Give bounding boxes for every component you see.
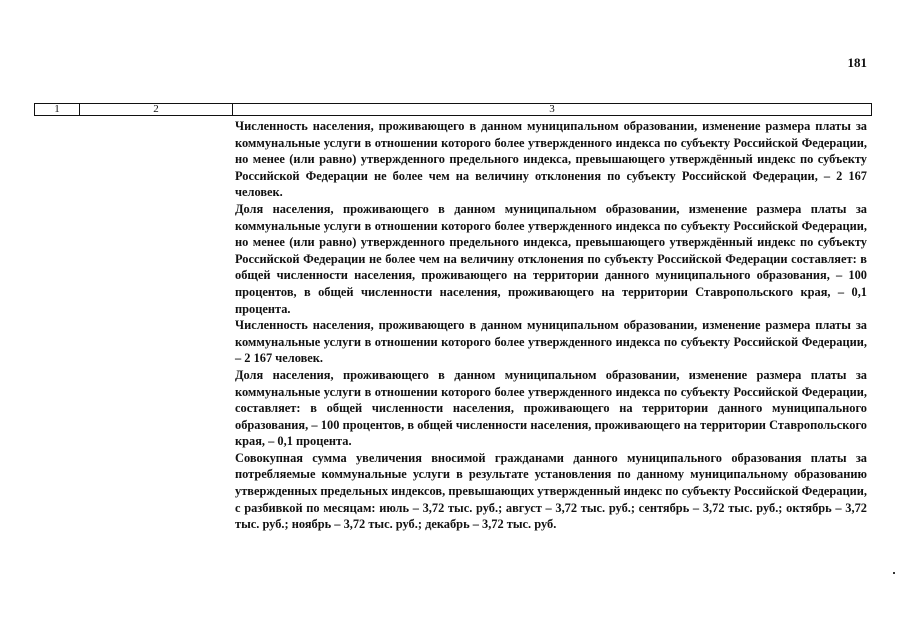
column-header-1: 1 [35, 104, 80, 116]
paragraph-population-share-2: Доля населения, проживающего в данном муниципальном образовании, изменение размера платы за коммунальные услуги в отношении которого более утвержденного индекса по субъекту Российской Федерации, составляет: в общей численности населения, проживающего на территории данного муниципального образования, – 100 процентов, в общей численности населения, проживающего на территории Ставропольского края, – 0,1 процента. [235, 367, 867, 449]
paragraph-total-increase: Совокупная сумма увеличения вносимой гражданами данного муниципального образования платы за потребляемые коммунальные услуги в результате установления по данному муниципальному образованию утвержденных предельных индексов, превышающих утвержденный индекс по субъекту Российской Федерации, с разбивкой по месяцам: июль – 3,72 тыс. руб.; август – 3,72 тыс. руб.; сентябрь – 3,72 тыс. руб.; октябрь – 3,72 тыс. руб.; ноябрь – 3,72 тыс. руб.; декабрь – 3,72 тыс. руб. [235, 450, 867, 532]
page-number: 181 [847, 55, 867, 70]
header-row [35, 104, 872, 116]
paragraph-population-count-1: Численность населения, проживающего в данном муниципальном образовании, изменение размера платы за коммунальные услуги в отношении которого более утвержденного индекса по субъекту Российской Федерации, но менее (или равно) утвержденного предельного индекса, превышающего утверждённый индекс по субъекту Российской Федерации не более чем на величину отклонения по субъекту Российской Федерации, – 2 167 человек. [235, 119, 867, 200]
column-number-header [34, 103, 872, 116]
paragraph-population-share-1: Доля населения, проживающего в данном муниципальном образовании, изменение размера платы за коммунальные услуги в отношении которого более утвержденного индекса по субъекту Российской Федерации, но менее (или равно) утвержденного предельного индекса, превышающего утверждённый индекс по субъекту Российской Федерации не более чем на величину отклонения по субъекту Российской Федерации составляет: в общей численности населения, проживающего на территории данного муниципального образования, – 100 процентов, в общей численности населения, проживающего на территории Ставропольского края, – 0,1 процента. [235, 201, 867, 316]
paragraph-population-count-2: Численность населения, проживающего в данном муниципальном образовании, изменение размера платы за коммунальные услуги в отношении которого более утвержденного индекса по субъекту Российской Федерации, – 2 167 человек. [235, 318, 867, 366]
scan-speck [893, 572, 895, 574]
column-header-3: 3 [233, 104, 872, 116]
document-body [235, 118, 867, 533]
column-header-2: 2 [80, 104, 233, 116]
